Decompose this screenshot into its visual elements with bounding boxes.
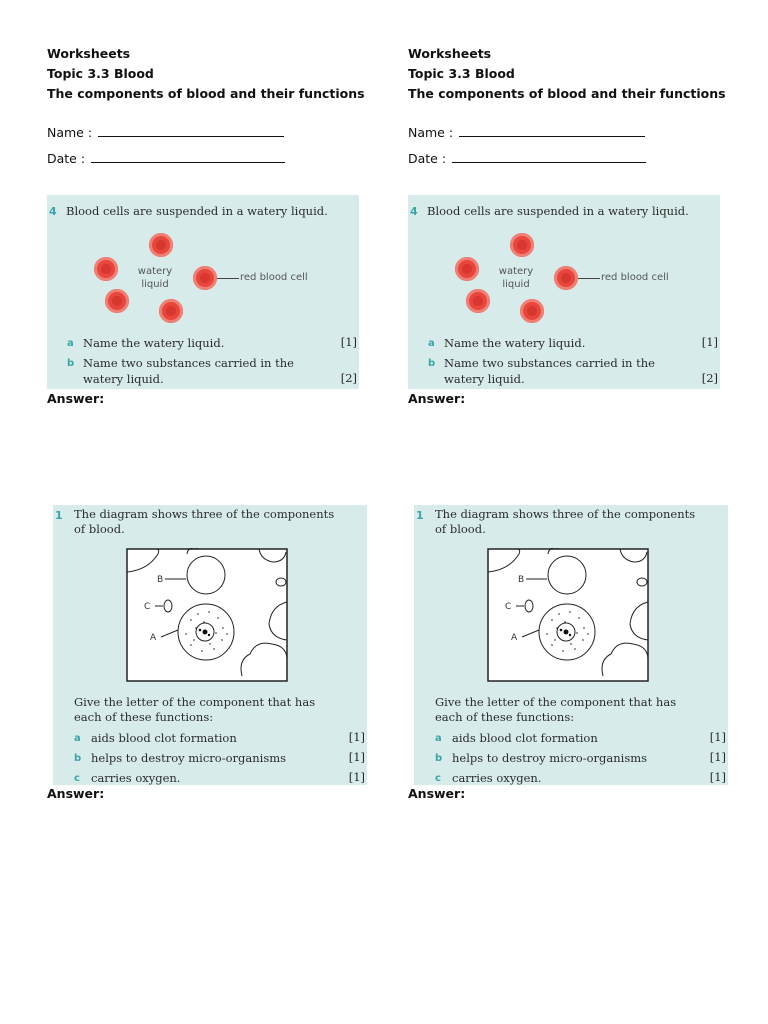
- part-a-mark: [1]: [340, 335, 357, 349]
- liquid-label: liquid: [502, 279, 530, 290]
- name-label: Name :: [47, 125, 93, 140]
- part-c-text: carries oxygen.: [91, 771, 181, 785]
- prompt-line1: Give the letter of the component that has: [435, 695, 677, 709]
- label-a: A: [150, 633, 157, 643]
- part-letter-a: a: [428, 338, 435, 349]
- red-blood-cell-label: red blood cell: [240, 272, 308, 283]
- part-letter-b: b: [74, 753, 82, 764]
- question-text-line2: of blood.: [74, 522, 125, 536]
- worksheet-subtitle: The components of blood and their functions: [47, 86, 365, 101]
- part-b-mark: [1]: [348, 750, 365, 764]
- question-1-panel: [53, 505, 367, 785]
- question-text-line2: of blood.: [435, 522, 486, 536]
- part-b-text-line1: Name two substances carried in the: [444, 356, 655, 370]
- liquid-label: liquid: [141, 279, 169, 290]
- topic-title: Topic 3.3 Blood: [408, 66, 515, 81]
- name-field[interactable]: [408, 124, 645, 140]
- prompt-line2: each of these functions:: [435, 710, 575, 724]
- part-a-text: Name the watery liquid.: [444, 336, 586, 350]
- question-text: Blood cells are suspended in a watery liquid.: [66, 204, 328, 218]
- watery-label: watery: [137, 266, 173, 277]
- date-label: Date :: [408, 151, 447, 166]
- red-blood-cell: [193, 266, 217, 290]
- part-letter-b: b: [67, 358, 75, 369]
- question-number: 4: [410, 205, 418, 218]
- topic-title: Topic 3.3 Blood: [47, 66, 154, 81]
- part-b-text-line2: watery liquid.: [444, 372, 525, 386]
- label-a: A: [511, 633, 518, 643]
- part-a-mark: [1]: [709, 730, 726, 744]
- worksheet-copy-left: [47, 0, 407, 1024]
- answer-label: Answer:: [47, 391, 105, 406]
- question-number: 1: [416, 509, 424, 522]
- red-blood-cell: [466, 289, 490, 313]
- part-c-mark: [1]: [348, 770, 365, 784]
- red-blood-cell: [159, 299, 183, 323]
- part-c-text: carries oxygen.: [452, 771, 542, 785]
- question-4-panel: [47, 195, 359, 389]
- red-blood-cell-pointer: [578, 278, 600, 279]
- question-text-line1: The diagram shows three of the components: [74, 507, 335, 521]
- part-letter-b: b: [435, 753, 443, 764]
- part-b-text-line1: Name two substances carried in the: [83, 356, 294, 370]
- name-underline: [459, 124, 645, 137]
- part-b-text: helps to destroy micro-organisms: [452, 751, 648, 765]
- date-field[interactable]: [47, 150, 285, 166]
- part-a-mark: [1]: [701, 335, 718, 349]
- name-field[interactable]: [47, 124, 284, 140]
- red-blood-cell: [510, 233, 534, 257]
- part-b-mark: [2]: [701, 371, 718, 385]
- name-label: Name :: [408, 125, 454, 140]
- part-letter-c: c: [435, 773, 441, 784]
- question-text-line1: The diagram shows three of the components: [435, 507, 696, 521]
- part-b-mark: [2]: [340, 371, 357, 385]
- label-c: C: [144, 602, 151, 612]
- question-text: Blood cells are suspended in a watery liquid.: [427, 204, 689, 218]
- part-letter-a: a: [67, 338, 74, 349]
- question-4-panel: [408, 195, 720, 389]
- answer-label: Answer:: [408, 391, 466, 406]
- answer-label: Answer:: [408, 786, 466, 801]
- question-1-panel: [414, 505, 728, 785]
- red-blood-cell: [520, 299, 544, 323]
- part-b-mark: [1]: [709, 750, 726, 764]
- part-letter-a: a: [74, 733, 81, 744]
- red-blood-cell: [94, 257, 118, 281]
- label-b: B: [157, 575, 164, 585]
- part-letter-a: a: [435, 733, 442, 744]
- label-c: C: [505, 602, 512, 612]
- red-blood-cell: [455, 257, 479, 281]
- part-b-text: helps to destroy micro-organisms: [91, 751, 287, 765]
- part-a-text: aids blood clot formation: [452, 731, 598, 745]
- red-blood-cell: [554, 266, 578, 290]
- prompt-line1: Give the letter of the component that has: [74, 695, 316, 709]
- blood-components-diagram: [487, 548, 651, 682]
- watery-label: watery: [498, 266, 534, 277]
- red-blood-cell: [149, 233, 173, 257]
- question-number: 1: [55, 509, 63, 522]
- worksheet-title: Worksheets: [47, 46, 131, 61]
- part-a-mark: [1]: [348, 730, 365, 744]
- part-letter-b: b: [428, 358, 436, 369]
- date-underline: [452, 150, 646, 163]
- part-letter-c: c: [74, 773, 80, 784]
- answer-label: Answer:: [47, 786, 105, 801]
- red-blood-cell-label: red blood cell: [601, 272, 669, 283]
- part-c-mark: [1]: [709, 770, 726, 784]
- question-number: 4: [49, 205, 57, 218]
- label-b: B: [518, 575, 525, 585]
- part-b-text-line2: watery liquid.: [83, 372, 164, 386]
- worksheet-subtitle: The components of blood and their functions: [408, 86, 726, 101]
- part-a-text: Name the watery liquid.: [83, 336, 225, 350]
- worksheet-copy-right: [408, 0, 768, 1024]
- date-label: Date :: [47, 151, 86, 166]
- red-blood-cell-pointer: [217, 278, 239, 279]
- red-blood-cell: [105, 289, 129, 313]
- blood-components-diagram: [126, 548, 290, 682]
- date-underline: [91, 150, 285, 163]
- worksheet-title: Worksheets: [408, 46, 492, 61]
- date-field[interactable]: [408, 150, 646, 166]
- name-underline: [98, 124, 284, 137]
- part-a-text: aids blood clot formation: [91, 731, 237, 745]
- prompt-line2: each of these functions:: [74, 710, 214, 724]
